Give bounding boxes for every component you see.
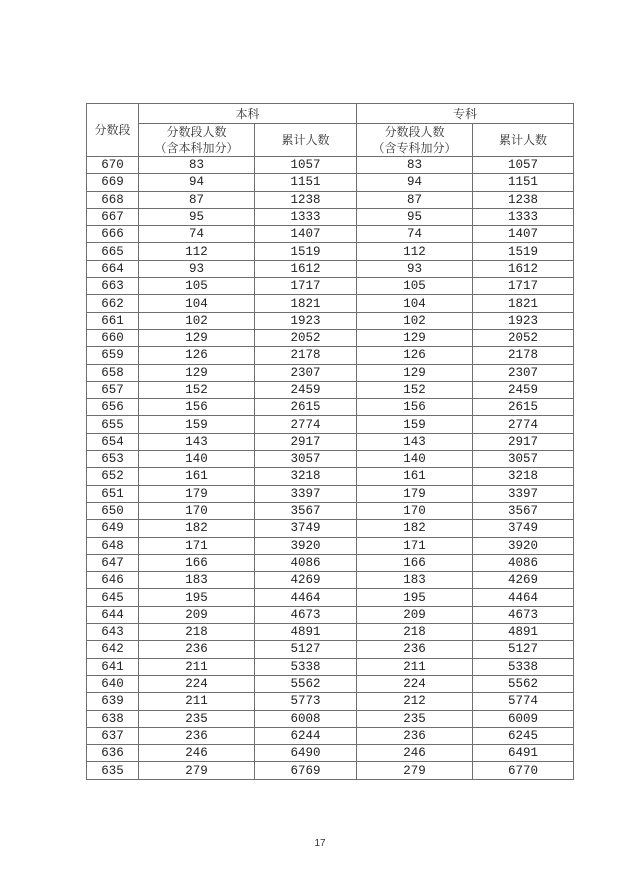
vocational-cumulative-cell: 1057 [473,157,574,174]
table-row [87,606,574,623]
undergrad-cumulative-cell: 3567 [255,502,357,519]
table-row [87,468,574,485]
table-row [87,727,574,744]
vocational-cumulative-cell: 3749 [473,520,574,537]
score-cell: 639 [87,693,139,710]
undergrad-cumulative-cell: 1407 [255,226,357,243]
vocational-group-header: 专科 [357,104,574,124]
undergrad-count-cell: 218 [139,624,255,641]
undergrad-cumulative-cell: 5773 [255,693,357,710]
undergrad-count-cell: 129 [139,364,255,381]
undergrad-cumulative-cell: 5127 [255,641,357,658]
score-cell: 666 [87,226,139,243]
score-cell: 662 [87,295,139,312]
table-row [87,226,574,243]
header-row-top [87,104,574,124]
undergrad-cumulative-cell: 1821 [255,295,357,312]
undergrad-cumulative-cell: 4269 [255,572,357,589]
vocational-count-cell: 235 [357,710,473,727]
vocational-cumulative-cell: 4673 [473,606,574,623]
score-cell: 652 [87,468,139,485]
vocational-cumulative-cell: 1333 [473,208,574,225]
vocational-cumulative-cell: 6770 [473,762,574,779]
vocational-count-cell: 179 [357,485,473,502]
vocational-cumulative-cell: 6245 [473,727,574,744]
table-row [87,762,574,779]
undergrad-cumulative-cell: 1333 [255,208,357,225]
undergrad-cumulative-cell: 1151 [255,174,357,191]
undergrad-count-header [139,124,255,157]
vocational-count-cell: 170 [357,502,473,519]
undergrad-cumulative-cell: 6490 [255,745,357,762]
undergrad-cumulative-cell: 5562 [255,675,357,692]
score-cell: 664 [87,260,139,277]
undergrad-count-cell: 140 [139,451,255,468]
table-header [87,104,574,157]
vocational-count-cell: 161 [357,468,473,485]
score-band-header: 分数段 [87,104,139,157]
table-row [87,157,574,174]
undergrad-cumulative-cell: 3397 [255,485,357,502]
table-row [87,675,574,692]
table-row [87,399,574,416]
undergrad-cumulative-cell: 1923 [255,312,357,329]
table-row [87,208,574,225]
undergrad-cumulative-cell: 1519 [255,243,357,260]
undergrad-count-cell: 74 [139,226,255,243]
undergrad-cumulative-cell: 3218 [255,468,357,485]
table-row [87,745,574,762]
vocational-cumulative-cell: 2615 [473,399,574,416]
vocational-count-cell: 95 [357,208,473,225]
undergrad-cumulative-cell: 4673 [255,606,357,623]
vocational-cumulative-cell: 2459 [473,381,574,398]
vocational-cumulative-cell: 6491 [473,745,574,762]
score-cell: 635 [87,762,139,779]
vocational-cumulative-cell: 2307 [473,364,574,381]
undergrad-cumulative-cell: 3749 [255,520,357,537]
vocational-count-cell: 74 [357,226,473,243]
vocational-count-cell: 87 [357,191,473,208]
undergrad-cumulative-cell: 3920 [255,537,357,554]
undergrad-cumulative-cell: 1612 [255,260,357,277]
undergrad-count-cell: 94 [139,174,255,191]
undergrad-count-cell: 166 [139,554,255,571]
undergrad-count-cell: 171 [139,537,255,554]
undergrad-count-cell: 235 [139,710,255,727]
score-cell: 660 [87,329,139,346]
table-row [87,295,574,312]
undergrad-count-cell: 105 [139,278,255,295]
vocational-cumulative-cell: 5338 [473,658,574,675]
undergrad-count-cell: 195 [139,589,255,606]
vocational-count-cell: 209 [357,606,473,623]
table-row [87,416,574,433]
vocational-count-cell: 236 [357,641,473,658]
table-row [87,329,574,346]
undergrad-cumulative-header: 累计人数 [255,124,357,157]
score-cell: 643 [87,624,139,641]
table-row [87,347,574,364]
vocational-count-cell: 94 [357,174,473,191]
vocational-cumulative-cell: 5562 [473,675,574,692]
undergrad-count-cell: 183 [139,572,255,589]
undergrad-count-cell: 159 [139,416,255,433]
table-row [87,572,574,589]
score-cell: 654 [87,433,139,450]
undergrad-cumulative-cell: 2774 [255,416,357,433]
vocational-cumulative-cell: 2052 [473,329,574,346]
table-row [87,502,574,519]
vocational-cumulative-cell: 4891 [473,624,574,641]
table-row [87,537,574,554]
undergrad-count-cell: 87 [139,191,255,208]
score-cell: 640 [87,675,139,692]
vocational-cumulative-cell: 6009 [473,710,574,727]
table-row [87,364,574,381]
undergrad-cumulative-cell: 6769 [255,762,357,779]
undergrad-count-cell: 209 [139,606,255,623]
vocational-cumulative-cell: 5774 [473,693,574,710]
table-row [87,658,574,675]
undergrad-count-cell: 93 [139,260,255,277]
table-row [87,174,574,191]
vocational-cumulative-header: 累计人数 [473,124,574,157]
undergrad-cumulative-cell: 5338 [255,658,357,675]
vocational-count-cell: 112 [357,243,473,260]
vocational-cumulative-cell: 4086 [473,554,574,571]
score-cell: 650 [87,502,139,519]
score-cell: 644 [87,606,139,623]
header-row-sub [87,124,574,157]
vocational-count-cell: 143 [357,433,473,450]
undergrad-count-cell: 224 [139,675,255,692]
page-number: 17 [314,838,326,849]
undergrad-count-cell: 104 [139,295,255,312]
undergrad-count-cell: 143 [139,433,255,450]
vocational-cumulative-cell: 1923 [473,312,574,329]
undergrad-cumulative-cell: 3057 [255,451,357,468]
score-cell: 658 [87,364,139,381]
undergrad-count-cell: 112 [139,243,255,260]
score-cell: 668 [87,191,139,208]
undergrad-cumulative-cell: 1238 [255,191,357,208]
score-cell: 669 [87,174,139,191]
table-row [87,433,574,450]
vocational-count-cell: 105 [357,278,473,295]
score-cell: 649 [87,520,139,537]
vocational-count-cell: 182 [357,520,473,537]
score-cell: 637 [87,727,139,744]
score-distribution-table [86,103,574,780]
score-cell: 667 [87,208,139,225]
vocational-cumulative-cell: 1821 [473,295,574,312]
vocational-count-cell: 102 [357,312,473,329]
vocational-cumulative-cell: 1519 [473,243,574,260]
undergrad-cumulative-cell: 4464 [255,589,357,606]
undergrad-count-cell: 102 [139,312,255,329]
vocational-count-cell: 212 [357,693,473,710]
vocational-cumulative-cell: 5127 [473,641,574,658]
undergrad-cumulative-cell: 2917 [255,433,357,450]
vocational-count-cell: 159 [357,416,473,433]
score-cell: 670 [87,157,139,174]
score-cell: 645 [87,589,139,606]
undergrad-count-cell: 236 [139,641,255,658]
undergrad-count-cell: 83 [139,157,255,174]
vocational-count-cell: 246 [357,745,473,762]
vocational-cumulative-cell: 3920 [473,537,574,554]
undergrad-count-cell: 126 [139,347,255,364]
table-row [87,278,574,295]
score-cell: 641 [87,658,139,675]
vocational-count-cell: 129 [357,329,473,346]
vocational-count-cell: 224 [357,675,473,692]
undergrad-cumulative-cell: 2459 [255,381,357,398]
vocational-count-cell: 279 [357,762,473,779]
vocational-cumulative-cell: 1151 [473,174,574,191]
undergrad-cumulative-cell: 2615 [255,399,357,416]
vocational-count-note: （含专科加分） [372,141,457,155]
undergrad-count-note: （含本科加分） [154,141,239,155]
undergrad-count-cell: 182 [139,520,255,537]
undergrad-count-cell: 211 [139,658,255,675]
score-cell: 663 [87,278,139,295]
table-row [87,589,574,606]
undergrad-count-cell: 279 [139,762,255,779]
vocational-cumulative-cell: 1612 [473,260,574,277]
undergrad-count-cell: 95 [139,208,255,225]
vocational-count-cell: 183 [357,572,473,589]
table-row [87,243,574,260]
score-cell: 651 [87,485,139,502]
table-row [87,191,574,208]
undergrad-count-cell: 129 [139,329,255,346]
undergrad-count-cell: 161 [139,468,255,485]
vocational-count-header [357,124,473,157]
undergrad-count-cell: 246 [139,745,255,762]
vocational-cumulative-cell: 2917 [473,433,574,450]
vocational-cumulative-cell: 4269 [473,572,574,589]
undergrad-count-cell: 236 [139,727,255,744]
undergrad-count-cell: 156 [139,399,255,416]
vocational-cumulative-cell: 3567 [473,502,574,519]
vocational-cumulative-cell: 1407 [473,226,574,243]
vocational-cumulative-cell: 2178 [473,347,574,364]
undergrad-cumulative-cell: 4891 [255,624,357,641]
undergrad-cumulative-cell: 4086 [255,554,357,571]
vocational-count-cell: 129 [357,364,473,381]
vocational-cumulative-cell: 3397 [473,485,574,502]
vocational-count-cell: 93 [357,260,473,277]
vocational-count-cell: 152 [357,381,473,398]
undergrad-count-cell: 152 [139,381,255,398]
vocational-count-cell: 218 [357,624,473,641]
table-row [87,554,574,571]
undergrad-count-label: 分数段人数 [166,125,227,139]
vocational-count-cell: 126 [357,347,473,364]
undergrad-count-cell: 211 [139,693,255,710]
score-cell: 636 [87,745,139,762]
vocational-count-label: 分数段人数 [384,125,445,139]
table-row [87,260,574,277]
score-cell: 638 [87,710,139,727]
vocational-count-cell: 166 [357,554,473,571]
undergrad-cumulative-cell: 1717 [255,278,357,295]
undergrad-cumulative-cell: 6244 [255,727,357,744]
score-cell: 653 [87,451,139,468]
vocational-count-cell: 171 [357,537,473,554]
score-cell: 647 [87,554,139,571]
vocational-count-cell: 211 [357,658,473,675]
vocational-cumulative-cell: 1717 [473,278,574,295]
vocational-cumulative-cell: 3218 [473,468,574,485]
undergrad-count-cell: 170 [139,502,255,519]
score-cell: 642 [87,641,139,658]
table-row [87,520,574,537]
vocational-count-cell: 236 [357,727,473,744]
vocational-cumulative-cell: 1238 [473,191,574,208]
table-row [87,641,574,658]
vocational-count-cell: 83 [357,157,473,174]
score-cell: 648 [87,537,139,554]
undergrad-cumulative-cell: 2178 [255,347,357,364]
table-row [87,312,574,329]
score-cell: 655 [87,416,139,433]
vocational-count-cell: 104 [357,295,473,312]
score-cell: 656 [87,399,139,416]
table-row [87,381,574,398]
undergrad-cumulative-cell: 6008 [255,710,357,727]
undergrad-group-header: 本科 [139,104,357,124]
vocational-cumulative-cell: 2774 [473,416,574,433]
table-row [87,624,574,641]
undergrad-cumulative-cell: 1057 [255,157,357,174]
table-body [87,157,574,780]
score-cell: 657 [87,381,139,398]
undergrad-cumulative-cell: 2307 [255,364,357,381]
table-row [87,710,574,727]
score-cell: 665 [87,243,139,260]
vocational-count-cell: 156 [357,399,473,416]
score-cell: 659 [87,347,139,364]
undergrad-count-cell: 179 [139,485,255,502]
vocational-cumulative-cell: 4464 [473,589,574,606]
vocational-count-cell: 195 [357,589,473,606]
vocational-count-cell: 140 [357,451,473,468]
table-row [87,693,574,710]
score-cell: 661 [87,312,139,329]
undergrad-cumulative-cell: 2052 [255,329,357,346]
score-cell: 646 [87,572,139,589]
vocational-cumulative-cell: 3057 [473,451,574,468]
table-row [87,451,574,468]
table-row [87,485,574,502]
